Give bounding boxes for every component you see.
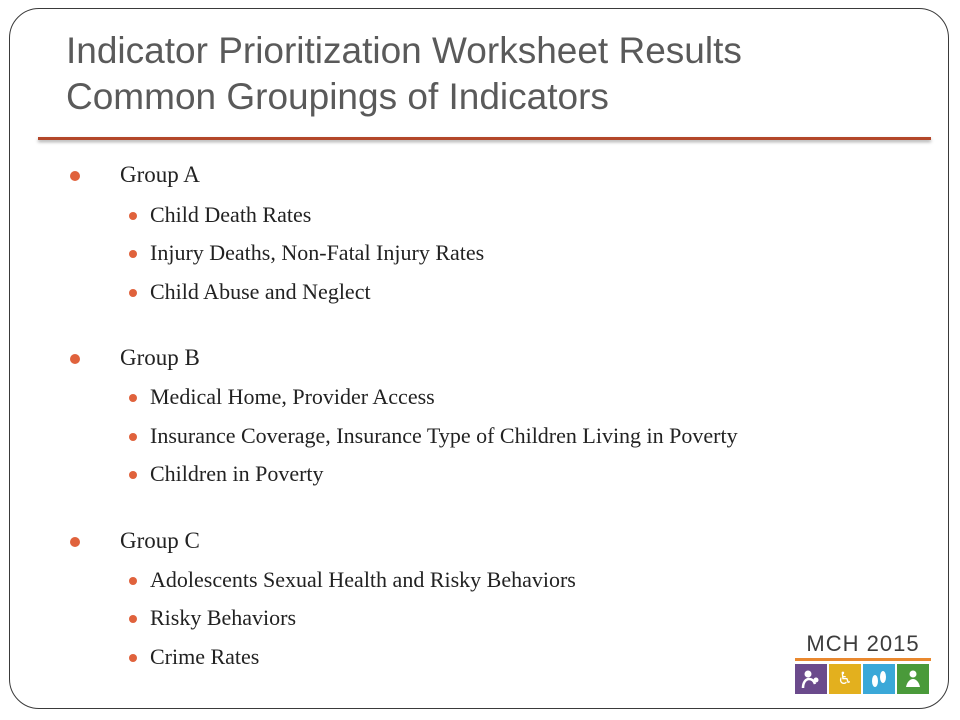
group-b-heading: Group B [120,345,200,370]
list-item: Adolescents Sexual Health and Risky Behaviors [150,567,576,592]
title-line-2: Common Groupings of Indicators [66,76,609,117]
list-item: Children in Poverty [150,461,324,486]
wheelchair-icon: ♿ [829,664,861,694]
logo-icons [795,664,929,694]
list-item: Medical Home, Provider Access [150,384,435,409]
list-item: Injury Deaths, Non-Fatal Injury Rates [150,240,485,265]
mch-2015-logo [793,632,933,698]
footprints-icon [863,664,895,694]
logo-text: MCH 2015 [806,631,920,656]
list-item: Child Abuse and Neglect [150,279,371,304]
logo-rule [795,658,931,661]
mother-child-icon [795,664,827,694]
infant-icon [897,664,929,694]
list-item: Crime Rates [150,644,260,669]
list-item: Risky Behaviors [150,605,297,630]
group-c-heading: Group C [120,528,200,553]
title-underline [38,137,931,140]
list-item: Insurance Coverage, Insurance Type of Children Living in Poverty [150,423,738,448]
list-item: Child Death Rates [150,202,312,227]
title-line-1: Indicator Prioritization Worksheet Results [66,30,742,71]
slide-title [66,28,926,120]
group-a-heading: Group A [120,162,200,187]
